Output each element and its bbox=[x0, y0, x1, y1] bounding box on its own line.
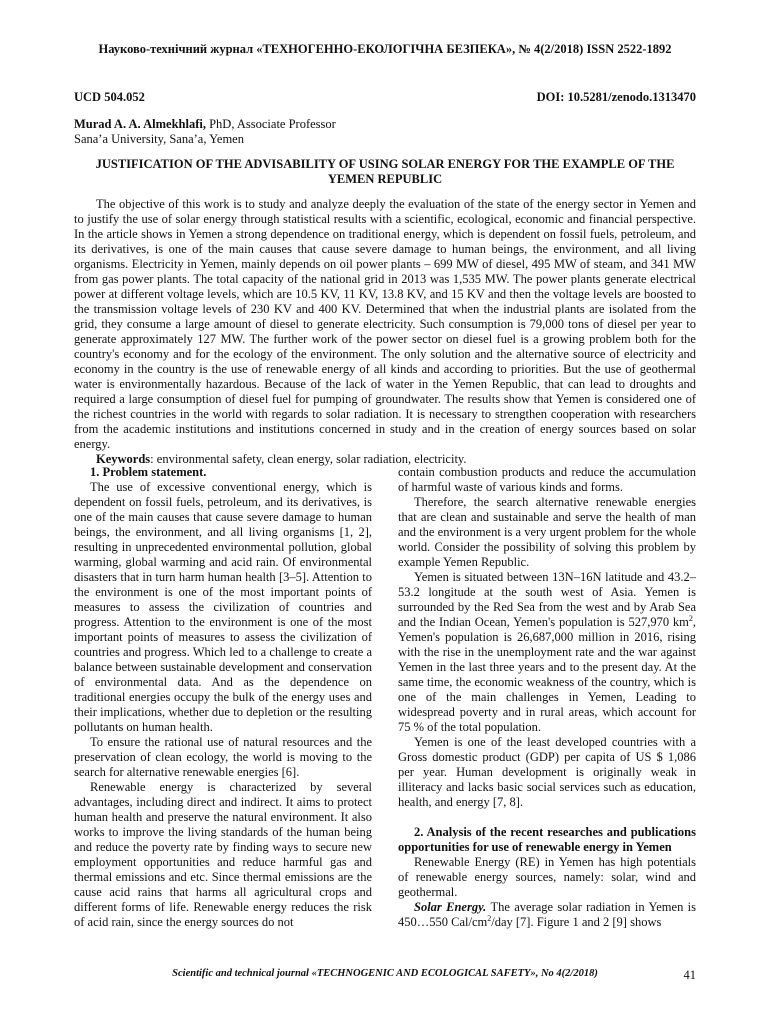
paragraph: Renewable Energy (RE) in Yemen has high potentials of renewable energy sources, namely: solar, wind and geothermal. bbox=[398, 855, 696, 899]
journal-header: Науково-технічний журнал «ТЕХНОГЕННО-ЕКОЛОГІЧНА БЕЗПЕКА», № 4(2/2018) ISSN 2522-1892 bbox=[98, 42, 672, 56]
paragraph: Renewable energy is characterized by several advantages, including direct and indirect. It aims to protect human health and preserve the natural environment. It also works to improve the living standards of the human being and reduce the poverty rate by finding ways to secure new employment opportunities and reduce harmful gas and thermal emissions and etc. Since thermal emissions are the cause acid rains that harms all agricultural crops and different forms of life. Renewable energy reduces the risk of acid rain, since the energy sources do not bbox=[74, 780, 372, 929]
author-name: Murad A. A. Almekhlafi, bbox=[74, 117, 206, 131]
paragraph bbox=[398, 570, 696, 735]
superscript: 2 bbox=[688, 613, 693, 623]
section-heading-1: 1. Problem statement. bbox=[90, 465, 207, 479]
abstract bbox=[74, 197, 696, 467]
doi: DOI: 10.5281/zenodo.1313470 bbox=[536, 90, 696, 104]
keywords-label: Keywords bbox=[96, 452, 151, 466]
abstract-text: The objective of this work is to study and analyze deeply the evaluation of the state of the energy sector in Yemen and to justify the use of solar energy through statistical results with a scientific, ecological, economic and financial perspective. In the article shows in Yemen a strong dependence on traditional energy, which is dependent on fossil fuels, petroleum, and its derivatives, is one of the main causes that cause severe damage to human beings, the environment, and all living organisms. Electricity in Yemen, mainly depends on oil power plants – 699 MW of diesel, 495 MW of steam, and 341 MW from gas power plants. The total capacity of the national grid in 2013 was 1,535 MW. The power plants generate electrical power at different voltage levels, which are 10.5 KV, 11 KV, 13.8 KV, and 15 KV and then the voltage levels are boosted to the transmission voltage levels of 230 KV and 400 KV. Determined that when the industrial plants are isolated from the grid, they consume a large amount of diesel to generate electricity. Such consumption is 79,000 tons of diesel per year to generate approximately 127 MW. The further work of the power sector on diesel fuel is a growing problem both for the country's economy and for the ecology of the environment. The only solution and the alternative source of electricity and economy in the country is the use of renewable energy of all kinds and according to priorities. But the use of geothermal water is environmentally hazardous. Because of the lack of water in the Yemen Republic, that can lead to droughts and required a large consumption of diesel fuel for pumping of groundwater. The results show that Yemen is considered one of the richest countries in the world with regards to solar radiation. It is necessary to strengthen cooperation with researchers from the academic institutions and institutions concerned in study and in the creation of energy sources based on solar energy. bbox=[74, 197, 696, 451]
paragraph-part: /day [7]. Figure 1 and 2 [9] shows bbox=[491, 915, 662, 929]
page-number: 41 bbox=[683, 968, 696, 982]
author-affiliation: Sana’a University, Sana’a, Yemen bbox=[74, 132, 244, 146]
paragraph: Yemen is one of the least developed countries with a Gross domestic product (GDP) per capita of US $ 1,086 per year. Human development is originally weak in illiteracy and lacks basic social services such as education, health, and energy [7, 8]. bbox=[398, 735, 696, 809]
solar-energy-label: Solar Energy. bbox=[414, 900, 487, 914]
paragraph: To ensure the rational use of natural resources and the preservation of clean ecology, the world is moving to the search for alternative renewable energies [6]. bbox=[74, 735, 372, 779]
left-column bbox=[74, 465, 372, 930]
paper-title: JUSTIFICATION OF THE ADVISABILITY OF USING SOLAR ENERGY FOR THE EXAMPLE OF THE YEMEN REPUBLIC bbox=[95, 157, 675, 186]
paragraph-part: The average solar radiation in Yemen is 450…550 Cal/cm bbox=[398, 900, 697, 929]
journal-footer: Scientific and technical journal «TECHNOGENIC AND ECOLOGICAL SAFETY», No 4(2/2018) bbox=[172, 968, 598, 979]
ucd-code: UCD 504.052 bbox=[74, 90, 145, 104]
keywords-list: : environmental safety, clean energy, solar radiation, electricity. bbox=[150, 452, 467, 466]
meta-row bbox=[74, 90, 696, 105]
paragraph bbox=[398, 900, 696, 930]
paragraph: contain combustion products and reduce the accumulation of harmful waste of various kinds and forms. bbox=[398, 465, 696, 494]
right-column bbox=[398, 465, 696, 930]
author-position: PhD, Associate Professor bbox=[205, 117, 336, 131]
paragraph-part: , Yemen's population is 26,687,000 million in 2016, rising with the rise in the unemployment rate and the war against Yemen in the last three years and to the present day. At the same time, the economic weakness of the country, which is one of the main challenges in Yemen, Leading to widespread poverty and in rural areas, which account for 75 % of the total population. bbox=[398, 615, 696, 734]
paragraph-part: Yemen is situated between 13N–16N latitude and 43.2–53.2 longitude at the south west of Asia. Yemen is surrounded by the Red Sea from the west and by Arab Sea and the Indian Ocean, Yemen's population is 527,970 km bbox=[398, 570, 696, 629]
section-heading-2: 2. Analysis of the recent researches and publications opportunities for use of renewable energy in Yemen bbox=[398, 825, 696, 854]
paragraph: The use of excessive conventional energy, which is dependent on fossil fuels, petroleum, and its derivatives, is one of the main causes that cause severe damage to human beings, the environment, and all living organisms [1, 2], resulting in unprecedented environmental pollution, global warming, global warming and acid rain. Of environmental disasters that in turn harm human health [3–5]. Attention to the environment is one of the most important points of measures to assess the civilization of countries and progress. Attention to the environment is one of the most important points of measures to assess the civilization of countries and progress. Which led to a challenge to create a balance between sustainable development and conservation of environmental data. And as the dependence on traditional energies occupy the bulk of the energy uses and their implications, whether due to depletion or the resulting pollutants on human health. bbox=[74, 480, 372, 734]
superscript: 2 bbox=[487, 913, 492, 923]
author-block bbox=[74, 117, 336, 147]
paragraph: Therefore, the search alternative renewable energies that are clean and sustainable and serve the health of man and the environment is a very urgent problem for the whole world. Consider the possibility of solving this problem by example Yemen Republic. bbox=[398, 495, 696, 569]
